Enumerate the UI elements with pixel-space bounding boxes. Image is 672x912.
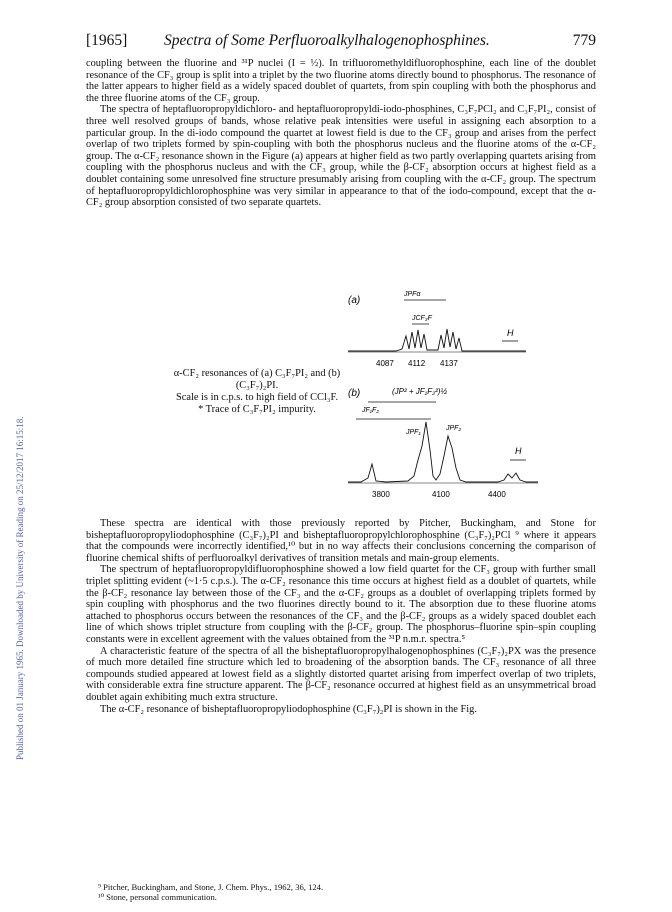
spectrum-a-trace	[348, 329, 526, 351]
top-text	[86, 58, 596, 209]
b-jf1f2-label: JF₁F₂	[362, 407, 379, 414]
a-jcf-label: JCF₃F	[412, 315, 432, 322]
b-tick-2: 4100	[432, 490, 450, 499]
a-field-label: H	[507, 328, 514, 338]
b-field-label: H	[515, 446, 522, 456]
bottom-text	[86, 518, 596, 715]
paragraph: The spectra of heptafluoropropyldichloro- and heptafluoropropyldi-iodo-phosphines, C₃F₇PCl₂ and C₃F₇PI₂, consist of three well resolved groups of bands, whose relative peak intensities were useful in assigning each absorption to a particular group. In the di-iodo compound the quartet at lowest field is due to the CF₃ group and arises from the perfect overlap of two triplets formed by spin-coupling with both the phosphorus nucleus and the fluorine atoms of the α-CF₂ group. The α-CF₂ resonance shown in the Figure (a) appears at higher field as two partly overlapping quartets arising from coupling with the phosphorus nucleus and with the CF₃ group, while the β-CF₂ absorption occurs at highest field as a doublet containing some unresolved fine structure presumably arising from coupling with the α-CF₂ group. The spectrum of heptafluoropropyldichlorophosphine was very similar in appearance to that of the iodo-compound, except that the α-CF₂ group absorption consisted of two separate quartets.	[86, 104, 596, 209]
b-jpf2-label: JPF₂	[446, 425, 462, 432]
download-notice: Published on 01 January 1965. Downloaded by University of Reading on 25/12/2017 16:15:18.	[15, 416, 25, 760]
header-title: Spectra of Some Perfluoroalkylhalogenophosphines.	[164, 32, 490, 49]
page-number: 779	[572, 32, 596, 49]
running-header	[86, 32, 596, 52]
footnote-9: ⁹ Pitcher, Buckingham, and Stone, J. Chem. Phys., 1962, 36, 124.	[98, 882, 324, 892]
label-b: (b)	[348, 388, 361, 399]
a-jpf-label: JPFα	[404, 291, 421, 298]
footnotes	[98, 882, 598, 902]
paragraph: A characteristic feature of the spectra of all the bisheptafluoropropylhalogenophosphines (C₃F₇)₂PX was the presence of much more detailed fine structure which led to broadening of the absorption bands. The CF₃ resonance of all three compounds studied appeared at lowest field as a slightly distorted quartet arising from imperfect overlap of two triplets, with considerable extra fine structure apparent. The β-CF₂ resonance occurred at highest field as an unsymmetrical broad doublet again exhibiting much extra structure.	[86, 645, 596, 703]
header-year: [1965]	[86, 32, 128, 49]
paragraph: The α-CF₂ resonance of bisheptafluoropropyliodophosphine (C₃F₇)₂PI is shown in the Fig.	[100, 703, 477, 715]
a-tick-3: 4137	[440, 359, 458, 368]
b-tick-3: 4400	[488, 490, 506, 499]
spectrum-b-trace	[348, 422, 538, 482]
paragraph: The spectrum of heptafluoropropyldifluorophosphine showed a low field quartet for the CF₃ group with further small triplet splitting evident (~1·5 c.p.s.). The α-CF₂ resonance this time occurs at highest field as a doublet of quartets, while the β-CF₂ resonance lay between those of the CF₃ and the α-CF₂ groups as a doublet of overlapping triplets formed by spin coupling with phosphorus and the two fluorines directly bound to it. The absorption due to these fluorine atoms attached to phosphorus occurs between the resonances of the CF₃ and the β-CF₂ groups as a widely spaced doublet each line of which shows triplet structure from coupling with the β-CF₂ group. The phosphorus–fluorine spin–spin coupling constants were in excellent agreement with the values obtained from the ³¹P n.m.r. spectra.⁵	[86, 564, 596, 645]
figure-caption: α-CF₂ resonances of (a) C₃F₇PI₂ and (b) (C₃F₇)₂PI. Scale is in c.p.s. to high field of CCl₃F. * Trace of C₃F₇PI₂ impurity.	[173, 368, 341, 415]
b-formula: (JP² + JF₁F₂²)½	[392, 387, 448, 396]
figure	[86, 288, 596, 500]
paragraph: coupling between the fluorine and ³¹P nuclei (I = ½). In trifluoromethyldifluorophosphine, each line of the doublet resonance of the CF₃ group is split into a triplet by the two fluorine atoms directly bound to phosphorus. The resonance of the latter appears to higher field as a widely spaced doublet of quartets, from spin coupling with both the phosphorus and the three fluorine atoms of the CF₃ group.	[86, 58, 596, 104]
footnote-10: ¹⁰ Stone, personal communication.	[98, 892, 217, 902]
paragraph: These spectra are identical with those previously reported by Pitcher, Buckingham, and Stone for bisheptafluoropropyliodophosphine (C₃F₇)₂PI and bisheptafluoropropylchlorophosphine (C₃F₇)₂PCl ⁹ where it appears that the compounds were incorrectly identified,¹⁰ but in no way affects their conclusions concerning the comparison of fluorine chemical shifts of perfluoroalkyl derivatives of transition metals and main-group elements.	[86, 518, 596, 564]
b-tick-1: 3800	[372, 490, 390, 499]
label-a: (a)	[348, 295, 361, 306]
a-tick-2: 4112	[408, 359, 426, 368]
a-tick-1: 4087	[376, 359, 394, 368]
b-jpf1-label: JPF₁	[406, 429, 421, 436]
